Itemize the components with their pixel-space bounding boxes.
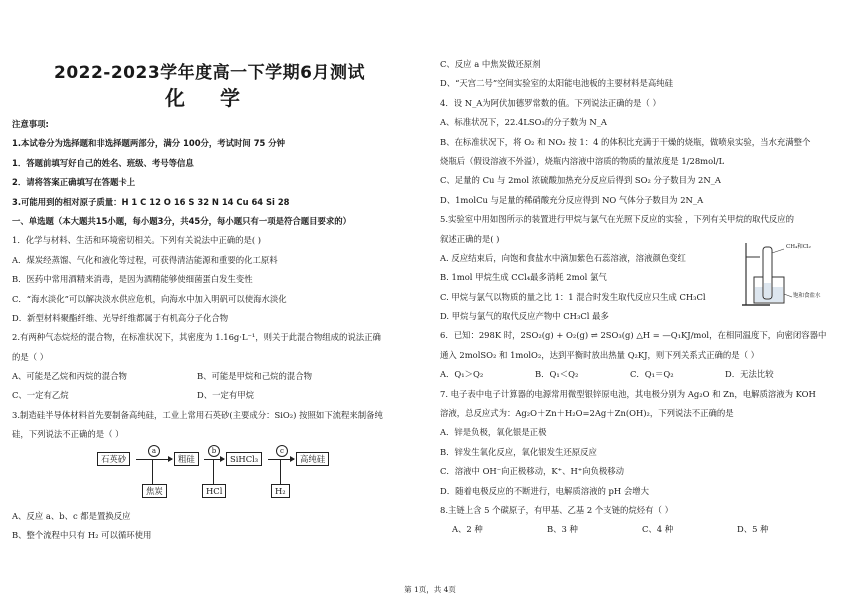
section-heading: 一、单选题（本大题共15小题，每小题3分，共45分，每小题只有一项是符合题目要求的）: [12, 215, 352, 226]
left-column: [12, 62, 407, 548]
flow-line-h2: [280, 460, 281, 484]
q4-option-d: D、1molCu 与足量的稀硝酸充分反应得到 NO 气体分子数目为 2N_A: [440, 194, 704, 205]
q3-flow-diagram: [12, 448, 407, 504]
q5-option-b: B. 1mol 甲烷生成 CCl₄最多消耗 2mol 氯气: [440, 272, 607, 283]
q2-option-b: B、可能是甲烷和己烷的混合物: [197, 371, 313, 382]
note-item: 3.可能用到的相对原子质量：H 1 C 12 O 16 S 32 N 14 Cu 64 Si 28: [12, 196, 290, 207]
q2-option-c: C、一定有乙烷: [12, 390, 69, 401]
q8-option-c: C、4 种: [642, 524, 674, 535]
q7-option-b: B．锌发生氧化反应，氧化银发生还原反应: [440, 446, 597, 457]
flow-box-hcl: HCl: [202, 484, 226, 498]
q1-option-c: C．“海水淡化”可以解决淡水供应危机，向海水中加入明矾可以使海水淡化: [12, 293, 287, 304]
q5-stem-cont: 叙述正确的是( ): [440, 233, 500, 244]
q7-option-c: C．溶液中 OH⁻向正极移动，K⁺、H⁺向负极移动: [440, 466, 625, 477]
flow-step-c: c: [276, 445, 288, 457]
q2-options-row: [12, 370, 407, 383]
flow-box-sihcl3: SiHCl₃: [226, 452, 262, 466]
q1-stem: 1．化学与材料、生活和环境密切相关。下列有关说法中正确的是( ): [12, 235, 262, 246]
notes-heading: 注意事项:: [12, 119, 49, 129]
q1-option-a: A．煤炭经蒸馏、气化和液化等过程，可获得清洁能源和重要的化工原料: [12, 254, 278, 265]
q2-stem-cont: 的是（ ）: [12, 351, 49, 362]
note-item: 2．请将答案正确填写在答题卡上: [12, 177, 136, 188]
q3-stem: 3.制造硅半导体材料首先要制备高纯硅，工业上常用石英砂(主要成分：SiO₂) 按照如下流程来制备纯: [12, 409, 383, 420]
q5-option-a: A. 反应结束后，向饱和食盐水中滴加紫色石蕊溶液，溶液颜色变红: [440, 252, 686, 263]
q4-option-c: C、足量的 Cu 与 2mol 浓硫酸加热充分反应后得到 SO₂ 分子数目为 2N_A: [440, 175, 721, 186]
flow-box-quartz-sand: 石英砂: [97, 452, 130, 466]
q4-option-b-cont: 烧瓶后（假设溶液不外溢），烧瓶内溶液中溶质的物质的量浓度是 1/28mol/L: [440, 155, 725, 166]
q3-option-a: A、反应 a、b、c 都是置换反应: [12, 510, 131, 521]
flow-step-a: a: [148, 445, 160, 457]
q6-stem: 6．已知：298K 时，2SO₂(g) + O₂(g) ⇌ 2SO₃(g) △H = —Q₁KJ/mol，在相同温度下，向密闭容器中: [440, 330, 827, 341]
q4-option-a: A、标准状况下，22.4LSO₃的分子数为 N_A: [440, 117, 607, 128]
flow-box-crude-silicon: 粗硅: [174, 452, 199, 466]
q8-option-b: B、3 种: [547, 524, 578, 535]
q3-option-d: D、“天宫二号”空间实验室的太阳能电池板的主要材料是高纯硅: [440, 78, 674, 89]
exam-title: 2022-2023学年度高一下学期6月测试: [53, 63, 365, 83]
q2-options-row: [12, 389, 407, 402]
q2-stem: 2.有两种气态烷烃的混合物，在标准状况下，其密度为 1.16g·L⁻¹，则关于此混合物组成的说法正确: [12, 332, 381, 343]
q7-option-d: D．随着电极反应的不断进行，电解质溶液的 pH 会增大: [440, 485, 649, 496]
q7-stem-cont: 溶液，总反应式为：Ag₂O＋Zn＋H₂O=2Ag＋Zn(OH)₂，下列说法不正确的是: [440, 408, 734, 419]
flow-line-hcl: [213, 460, 214, 484]
right-column: [440, 58, 850, 543]
q2-option-a: A、可能是乙烷和丙烷的混合物: [12, 371, 127, 382]
apparatus-liquid-label: 饱和食盐水: [793, 293, 821, 300]
flow-arrow-c: [268, 459, 294, 460]
page-footer: 第 1页，共 4页: [404, 585, 456, 594]
q8-stem: 8.主链上含 5 个碳原子，有甲基、乙基 2 个支链的烷烃有（ ）: [440, 504, 673, 515]
flow-step-b: b: [208, 445, 220, 457]
q3-stem-cont: 硅，下列说法不正确的是（ ）: [12, 429, 124, 440]
q5-block: [440, 213, 850, 323]
q6-option-d: D．无法比较: [725, 369, 774, 380]
q5-option-c: C. 甲烷与氯气以物质的量之比 1：1 混合时发生取代反应只生成 CH₃Cl: [440, 291, 706, 302]
flow-arrow-a: [136, 459, 172, 460]
q8-option-a: A、2 种: [452, 524, 483, 535]
q1-option-b: B．医药中常用酒精来消毒，是因为酒精能够使细菌蛋白发生变性: [12, 274, 253, 285]
flow-box-h2: H₂: [271, 484, 290, 498]
q7-stem: 7. 电子表中电子计算器的电源常用微型银锌原电池，其电极分别为 Ag₂O 和 Zn，电解质溶液为 KOH: [440, 388, 816, 399]
flow-box-high-purity-silicon: 高纯硅: [296, 452, 329, 466]
q3-option-c: C、反应 a 中焦炭做还原剂: [440, 59, 541, 69]
q7-option-a: A．锌是负极，氧化银是正极: [440, 427, 547, 438]
q1-option-d: D．新型材料聚酯纤维、光导纤维都属于有机高分子化合物: [12, 312, 229, 323]
q6-option-c: C．Q₁＝Q₂: [630, 369, 674, 380]
q4-option-b: B、在标准状况下，将 O₂ 和 NO₂ 按 1：4 的体积比充满于干燥的烧瓶，做喷泉实验，当水充满整个: [440, 136, 811, 147]
q3-option-b: B、整个流程中只有 H₂ 可以循环使用: [12, 530, 152, 541]
q5-apparatus-figure: [740, 239, 840, 309]
q5-option-d: D. 甲烷与氯气的取代反应产物中 CH₃Cl 最多: [440, 311, 609, 322]
q6-option-a: A．Q₁＞Q₂: [440, 369, 484, 380]
q5-stem: 5.实验室中用如图所示的装置进行甲烷与氯气在光照下反应的实验 ，下列有关甲烷的取代反应的: [440, 214, 795, 225]
q6-option-b: B．Q₁＜Q₂: [535, 369, 579, 380]
exam-subject: 化 学: [165, 86, 254, 110]
apparatus-gas-label: CH₄和Cl₂: [786, 244, 811, 251]
q4-stem: 4．设 N_A为阿伏加德罗常数的值。下列说法正确的是（ ）: [440, 97, 661, 108]
flow-box-coke: 焦炭: [142, 484, 167, 498]
note-item: 1．答题前填写好自己的姓名、班级、考号等信息: [12, 157, 194, 168]
q8-options-row: [440, 523, 850, 536]
flow-line-coke: [152, 460, 153, 484]
q2-option-d: D、一定有甲烷: [197, 390, 254, 401]
q6-stem-cont: 通入 2molSO₂ 和 1molO₂，达到平衡时放出热量 Q₂KJ，则下列关系式正确的是（ ）: [440, 349, 760, 360]
q6-options-row: [440, 368, 850, 381]
note-item: 1.本试卷分为选择题和非选择题两部分，满分 100分，考试时间 75 分钟: [12, 138, 286, 149]
flow-arrow-b: [204, 459, 224, 460]
q8-option-d: D、5 种: [737, 524, 769, 535]
